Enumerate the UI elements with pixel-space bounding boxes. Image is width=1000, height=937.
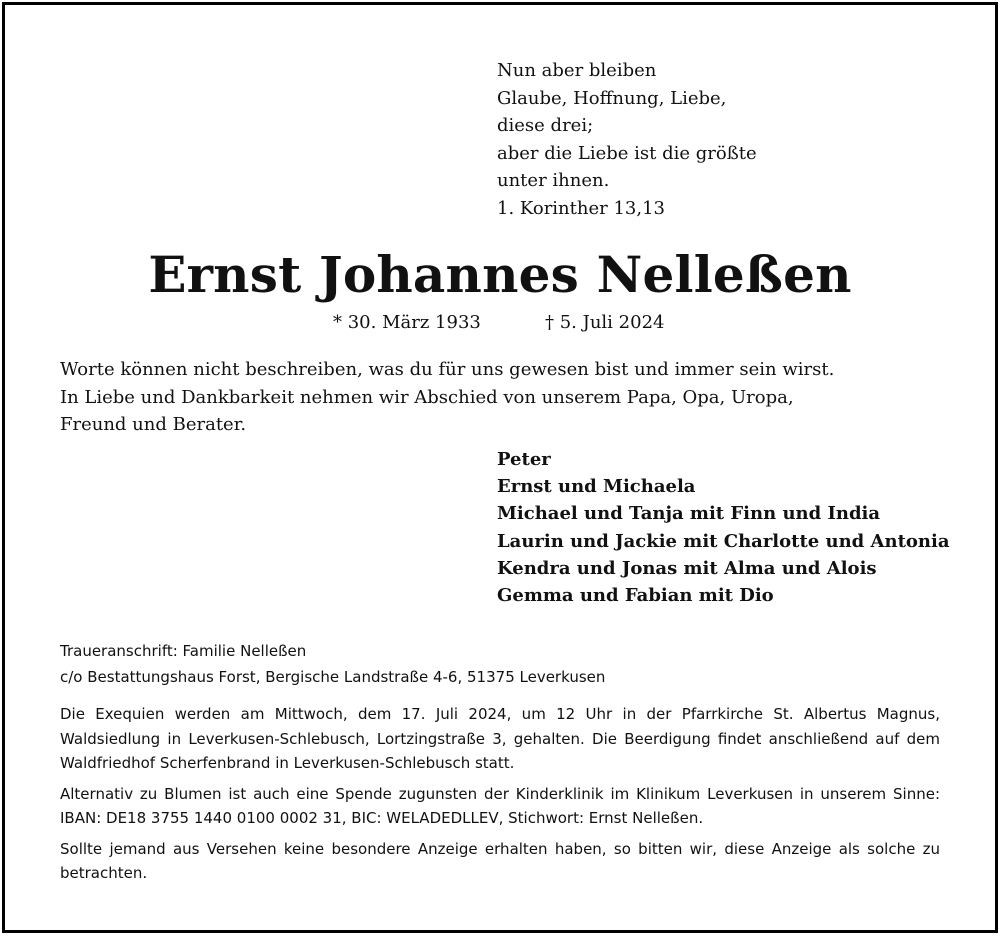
death-date: † 5. Juli 2024 (545, 312, 665, 333)
notice-paragraph: Sollte jemand aus Versehen keine besondere Anzeige erhalten haben, so bitten wir, diese Anzeige als solche zu betrachten. (60, 839, 940, 882)
farewell-line: Freund und Berater. (60, 414, 247, 435)
address-line: c/o Bestattungshaus Forst, Bergische Landstraße 4-6, 51375 Leverkusen (60, 668, 606, 686)
bible-verse (497, 57, 757, 222)
verse-line: Glaube, Hoffnung, Liebe, (497, 87, 727, 109)
funeral-details (60, 702, 940, 892)
family-member: Ernst und Michaela (497, 476, 696, 498)
deceased-name: Ernst Johannes Nelleßen (148, 245, 852, 304)
family-member: Laurin und Jackie mit Charlotte und Antonia (497, 530, 950, 552)
family-member: Kendra und Jonas mit Alma und Alois (497, 557, 877, 579)
verse-line: Nun aber bleiben (497, 60, 657, 81)
verse-reference: 1. Korinther 13,13 (497, 197, 665, 219)
family-list (497, 446, 949, 609)
birth-date: * 30. März 1933 (333, 312, 481, 333)
verse-line: aber die Liebe ist die größte (497, 142, 757, 164)
verse-line: unter ihnen. (497, 170, 610, 191)
mourning-address (60, 638, 605, 690)
address-line: Traueranschrift: Familie Nelleßen (60, 642, 307, 660)
donation-paragraph: Alternativ zu Blumen ist auch eine Spende zugunsten der Kinderklinik im Klinikum Leverkusen in unserem Sinne: IBAN: DE18 3755 1440 0100 0002 31, BIC: WELADEDLLEV, Stichwort: Ernst Nelleßen. (60, 784, 940, 827)
farewell-text (60, 356, 834, 439)
family-member: Michael und Tanja mit Finn und India (497, 503, 881, 525)
family-member: Peter (497, 449, 551, 470)
verse-line: diese drei; (497, 115, 594, 136)
farewell-line: Worte können nicht beschreiben, was du für uns gewesen bist und immer sein wirst. (60, 359, 835, 380)
family-member: Gemma und Fabian mit Dio (497, 585, 774, 607)
farewell-line: In Liebe und Dankbarkeit nehmen wir Abschied von unserem Papa, Opa, Uropa, (60, 386, 794, 408)
service-paragraph: Die Exequien werden am Mittwoch, dem 17. Juli 2024, um 12 Uhr in der Pfarrkirche St. Albertus Magnus, Waldsiedlung in Leverkusen-Schlebusch, Lortzingstraße 3, gehalten. Die Beerdigung findet anschließend auf dem Waldfriedhof Scherfenbrand in Leverkusen-Schlebusch statt. (60, 705, 940, 772)
